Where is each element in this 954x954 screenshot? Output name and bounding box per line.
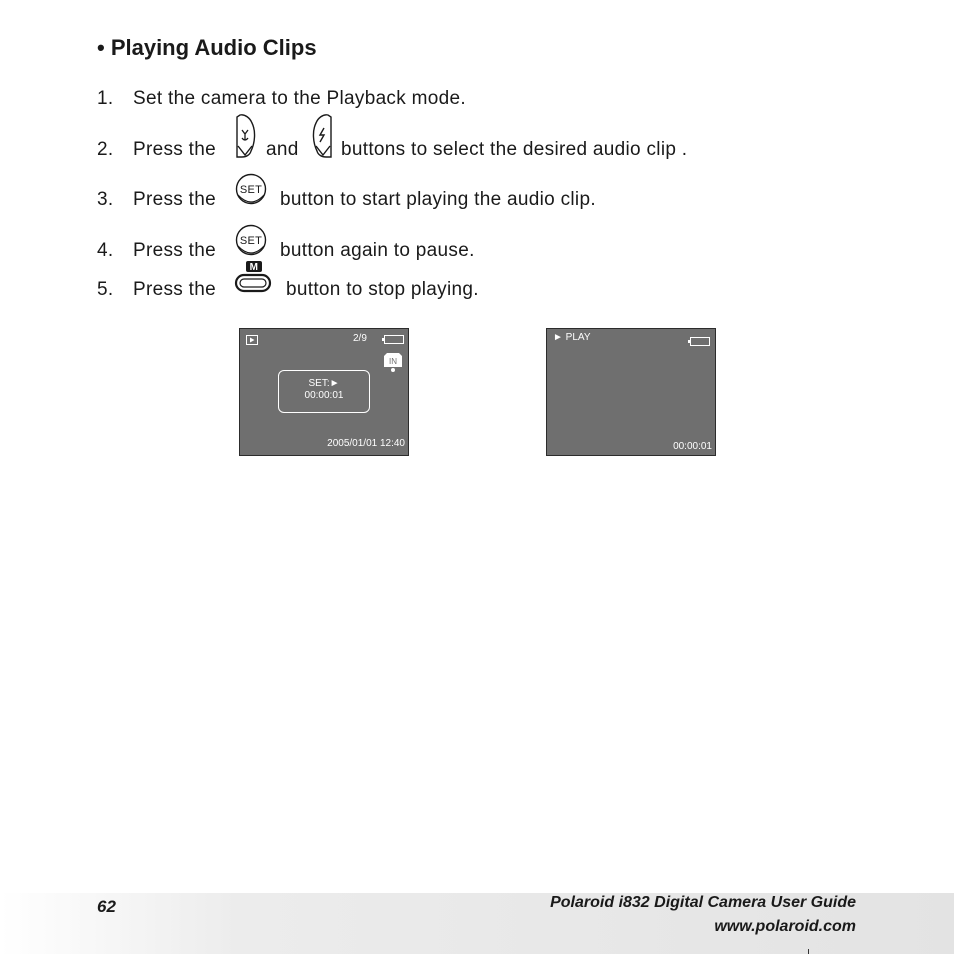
audio-clip-box [278,370,370,413]
play-status-label: ► PLAY [553,332,591,343]
section-title: • Playing Audio Clips [97,35,317,60]
step-rest-text: button to start playing the audio clip. [280,189,596,210]
elapsed-time: 00:00:01 [673,441,712,452]
website-link[interactable]: www.polaroid.com [714,918,856,935]
set-button-icon [235,173,269,209]
menu-label: M [249,262,259,273]
lcd-screen-playback [239,328,409,456]
step-number: 4. [97,240,114,261]
step-2 [97,139,897,165]
in-label: IN [389,357,397,366]
date-time-stamp: 2005/01/01 12:40 [327,438,405,449]
step-rest-text: button again to pause. [280,240,475,261]
crop-mark [808,949,809,954]
left-arrow-button-icon [233,113,259,159]
battery-icon [690,337,710,346]
step-press-text: Press the [133,139,216,160]
internal-memory-icon [383,351,403,373]
step-number: 2. [97,139,114,160]
step-and-text: and [266,139,299,160]
page-number: 62 [97,897,116,916]
set-button-icon [235,224,269,260]
step-press-text: Press the [133,279,216,300]
right-arrow-button-icon [309,113,335,159]
step-5 [97,262,897,305]
lcd-screen-playing [546,328,716,456]
battery-icon [384,335,404,344]
step-rest-text: buttons to select the desired audio clip . [341,139,688,160]
step-number: 3. [97,189,114,210]
step-number: 5. [97,279,114,300]
set-play-hint: SET:► [308,378,340,389]
step-1 [97,88,466,110]
set-label: SET [239,235,263,247]
guide-title: Polaroid i832 Digital Camera User Guide [550,894,856,911]
step-press-text: Press the [133,240,216,261]
step-4 [97,235,897,266]
clip-duration: 00:00:01 [304,390,344,401]
step-text: Set the camera to the Playback mode. [133,88,466,109]
image-counter: 2/9 [353,333,367,344]
set-label: SET [239,184,263,196]
menu-button-icon [234,260,274,296]
step-rest-text: button to stop playing. [286,279,479,300]
step-3 [97,184,897,215]
footer-guide-info [550,891,856,939]
playback-mode-icon [246,335,258,345]
step-number: 1. [97,88,114,109]
step-press-text: Press the [133,189,216,210]
